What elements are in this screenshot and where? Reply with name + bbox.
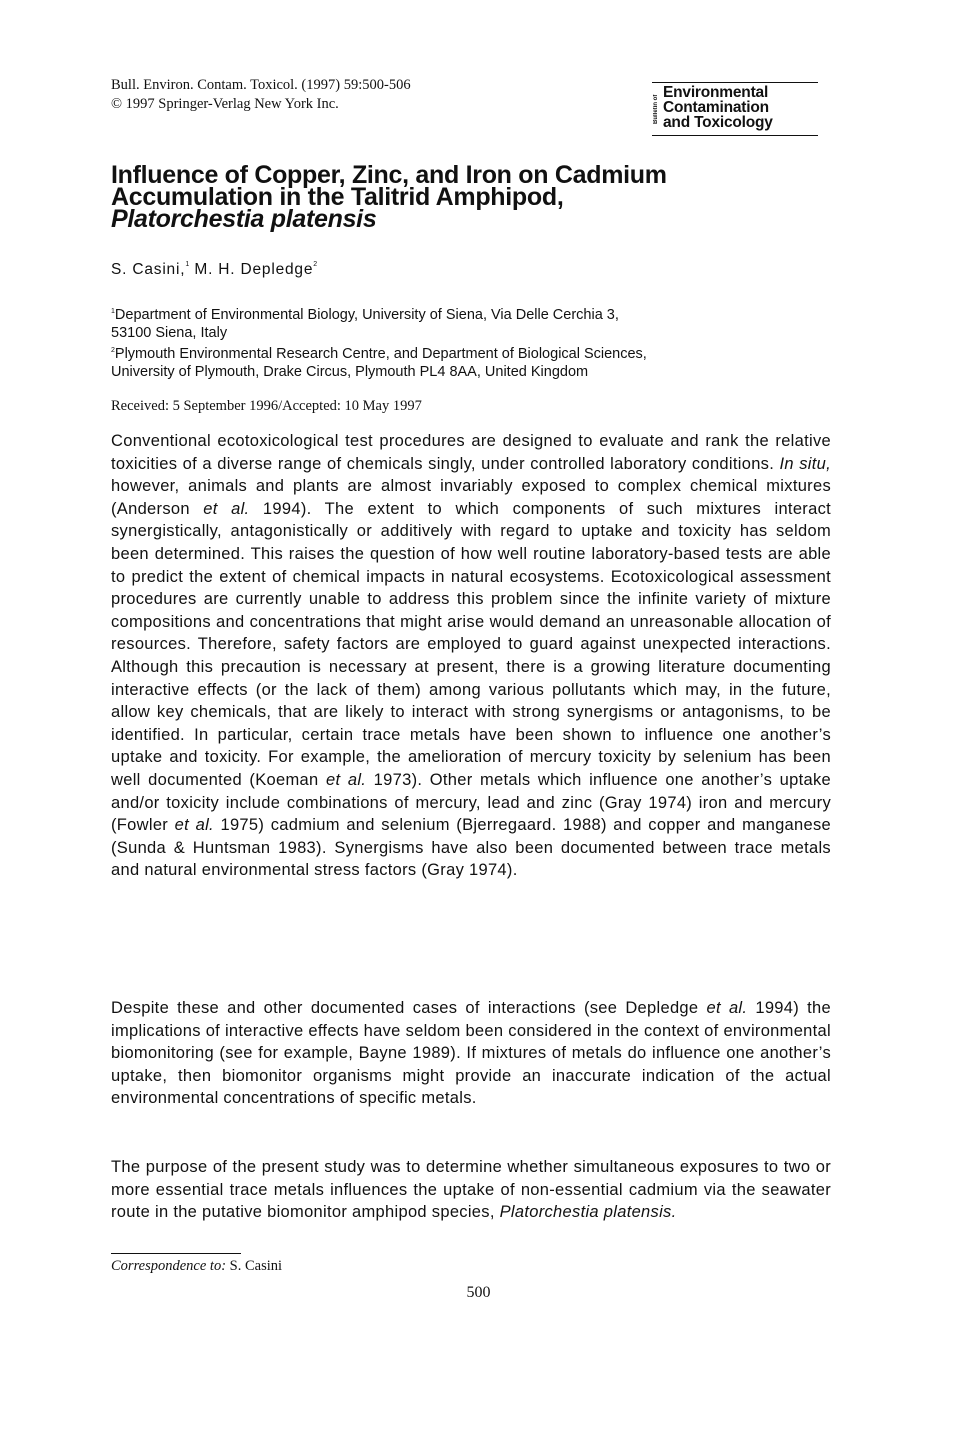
title-line: Influence of Copper, Zinc, and Iron on Cadmium [111, 161, 667, 189]
author-list [111, 261, 317, 279]
journal-logo-line: Contamination [663, 99, 769, 116]
journal-logo-line: and Toxicology [663, 114, 773, 131]
title-species: Platorchestia platensis [111, 205, 377, 233]
affiliation-line: $^2$Plymouth Environmental Research Centre, and Department of Biological Sciences, [111, 346, 647, 362]
journal-logo-bulletin: Bulletin of [653, 94, 659, 124]
journal-logo-line: Environmental [663, 84, 769, 101]
page-number: 500 [466, 1284, 491, 1301]
journal-logo [652, 82, 818, 136]
author-name: S. Casini, [111, 261, 186, 278]
article-title [111, 161, 811, 233]
citation-line: Bull. Environ. Contam. Toxicol. (1997) 59:500-506 [111, 77, 411, 93]
author-name: M. H. Depledge [194, 261, 314, 278]
body-paragraph: Despite these and other documented cases of interactions (see Depledge et al. 1994) the implications of interactive effects have seldom been considered in the context of environmental biomonitoring (see for example, Bayne 1989). If mixtures of metals do influence one another’s uptake, then biomonitor organisms might provide an inaccurate indication of the actual environmental concentrations of specific metals. [111, 999, 831, 1108]
affiliation-line: University of Plymouth, Drake Circus, Plymouth PL4 8AA, United Kingdom [111, 364, 589, 380]
citation-header [111, 76, 411, 114]
body-paragraph: The purpose of the present study was to determine whether simultaneous exposures to two or more essential trace metals influences the uptake of non-essential cadmium via the seawater route in the putative biomonitor amphipod species, Platorchestia platensis. [111, 1158, 831, 1222]
title-line: Accumulation in the Talitrid Amphipod, [111, 183, 564, 211]
author-affiliation-marker: 1 [185, 261, 190, 268]
affiliation-marker: 1 [111, 308, 115, 315]
affiliation-line: 53100 Siena, Italy [111, 325, 228, 341]
correspondence-footnote: Correspondence to: S. Casini [111, 1258, 283, 1274]
body-paragraph: Conventional ecotoxicological test procedures are designed to evaluate and rank the relative toxicities of a diverse range of chemicals singly, under controlled laboratory conditions. In situ, however, animals and plants are almost invariably exposed to complex chemical mixtures (Anderson et al. 1994). The extent to which components of such mixtures interact synergistically, antagonistically or additively with regard to uptake and toxicity has seldom been determined. This raises the question of how well routine laboratory-based tests are able to predict the extent of chemical impacts in natural ecosystems. Ecotoxicological assessment procedures are currently unable to address this problem since the infinite variety of mixture compositions and concentrations that might arise would demand an unreasonable allocation of resources. Therefore, safety factors are employed to guard against unexpected interactions. Although this precaution is necessary at present, there is a growing literature documenting interactive effects (or the lack of them) among various pollutants which may, in the future, allow key chemicals, that are likely to interact with strong synergisms or antagonisms, to be identified. In particular, certain trace metals have been shown to influence one another’s uptake and toxicity. For example, the amelioration of mercury toxicity by selenium has been well documented (Koeman et al. 1973). Other metals which influence one another’s uptake and/or toxicity include combinations of mercury, lead and zinc (Gray 1974) iron and mercury (Fowler et al. 1975) cadmium and selenium (Bjerregaard. 1988) and copper and manganese (Sunda & Huntsman 1983). Synergisms have also been documented between trace metals and natural environmental stress factors (Gray 1974). [111, 432, 832, 880]
affiliation-marker: 2 [111, 347, 115, 354]
footnote-divider [111, 1253, 241, 1254]
copyright-line: © 1997 Springer-Verlag New York Inc. [111, 96, 339, 112]
affiliation-line: $^1$Department of Environmental Biology, University of Siena, Via Delle Cerchia 3, [111, 307, 619, 323]
author-affiliation-marker: 2 [313, 261, 318, 268]
received-date: Received: 5 September 1996/Accepted: 10 May 1997 [111, 398, 422, 414]
affiliations [111, 303, 811, 381]
